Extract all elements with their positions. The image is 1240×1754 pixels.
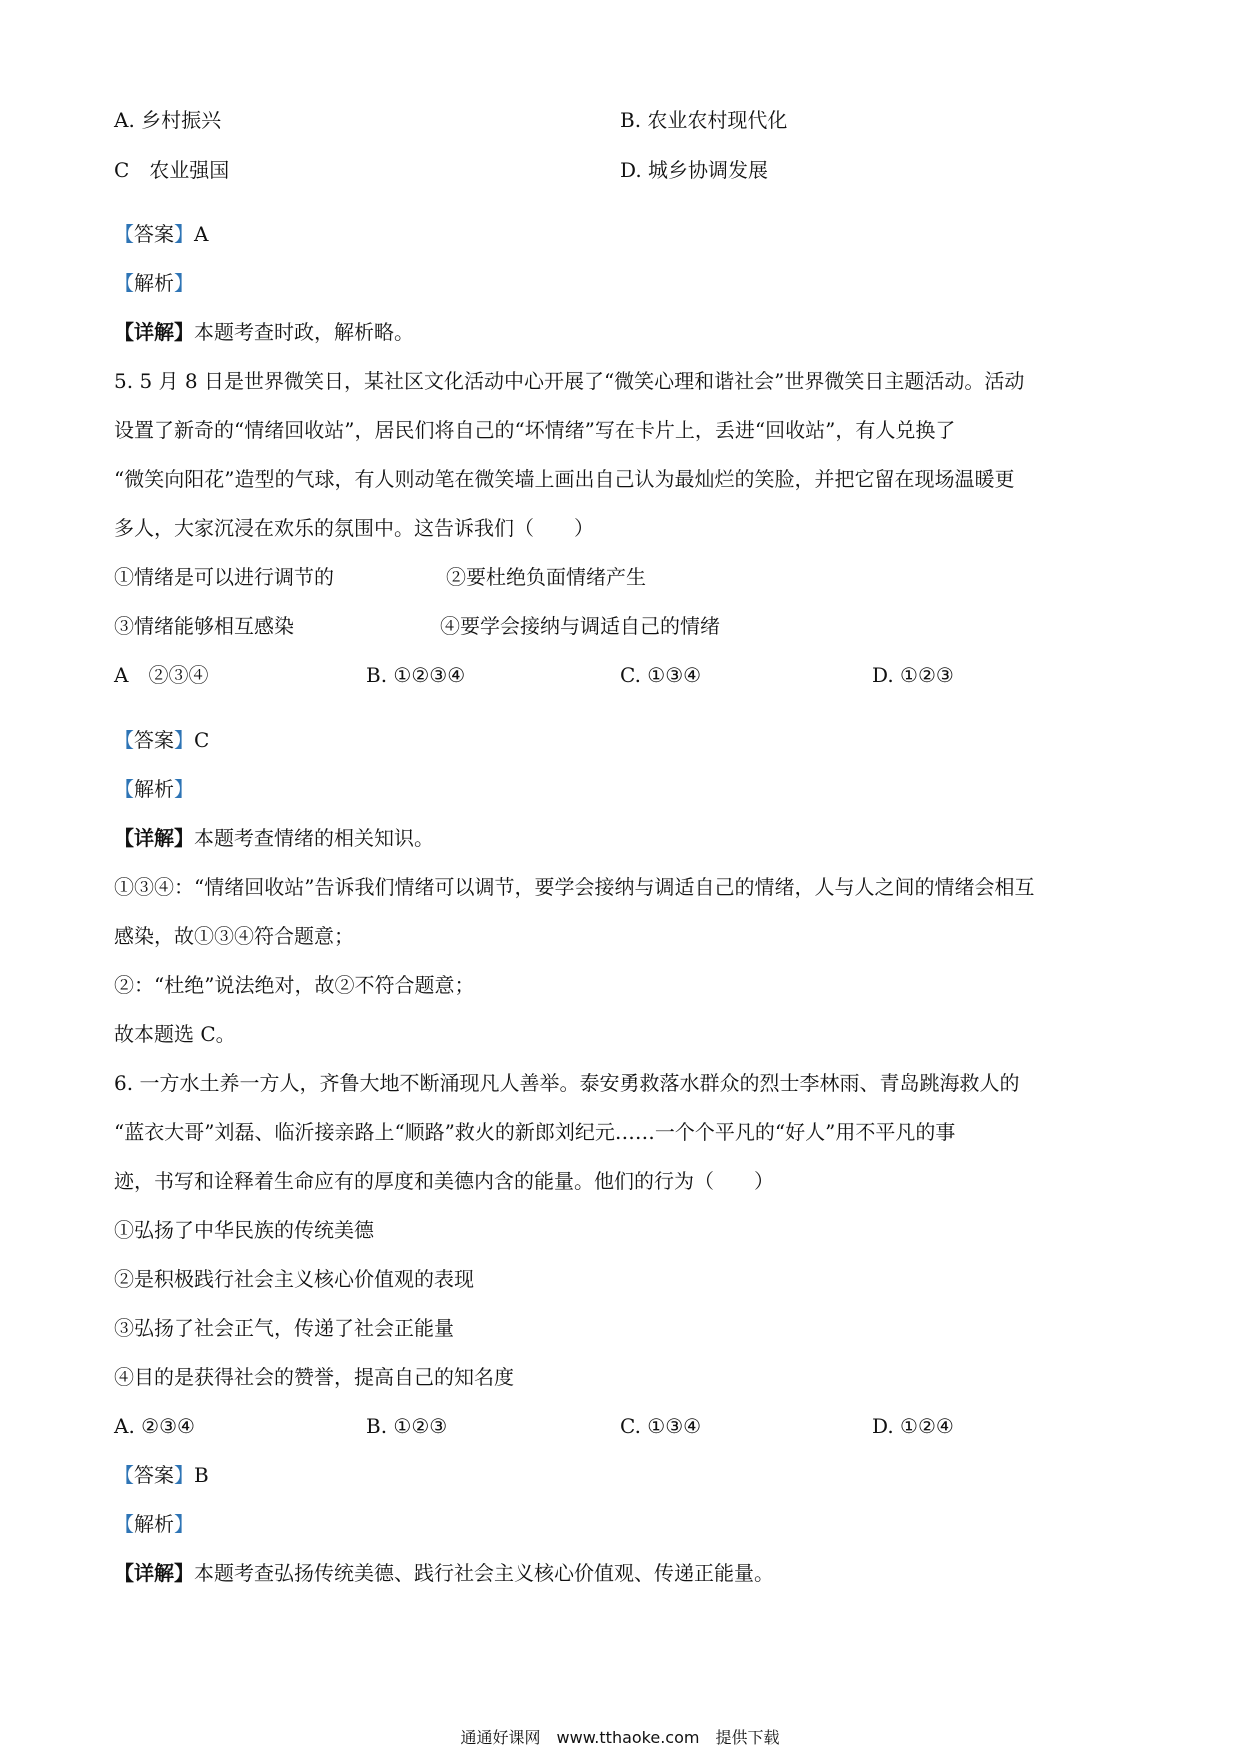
answer-value: A xyxy=(194,222,209,246)
q5-answer xyxy=(114,724,209,756)
q6-stem-line-3: 迹，书写和诠释着生命应有的厚度和美德内含的能量。他们的行为（ ） xyxy=(114,1169,774,1193)
q6-stem-line-2: “蓝衣大哥”刘磊、临沂接亲路上“顺路”救火的新郎刘纪元……一个个平凡的“好人”用不平凡的事 xyxy=(114,1120,956,1144)
answer-bracket-close: 】 xyxy=(174,728,194,752)
detail-label: 【详解】 xyxy=(114,1561,194,1585)
q5-explanation-line-2: 感染，故①③④符合题意； xyxy=(114,924,354,948)
q5-statement-1: ①情绪是可以进行调节的 xyxy=(114,565,334,589)
answer-bracket-open: 【 xyxy=(114,1463,134,1487)
q5-detail xyxy=(114,822,434,854)
q5-option-b: B. ①②③④ xyxy=(366,663,466,687)
q6-option-c: C. ①③④ xyxy=(620,1414,702,1438)
q6-option-b: B. ①②③ xyxy=(366,1414,448,1438)
q5-option-a: A ②③④ xyxy=(114,663,209,687)
analysis-bracket-open: 【 xyxy=(114,777,134,801)
detail-text: 本题考查情绪的相关知识。 xyxy=(194,826,434,850)
answer-bracket-close: 】 xyxy=(174,1463,194,1487)
q5-explanation-line-1: ①③④：“情绪回收站”告诉我们情绪可以调节，要学会接纳与调适自己的情绪，人与人之间的情绪会相互 xyxy=(114,875,1035,899)
answer-value: C xyxy=(194,728,210,752)
analysis-label: 解析 xyxy=(134,777,174,801)
detail-label: 【详解】 xyxy=(114,320,194,344)
q5-stem-line-4: 多人，大家沉浸在欢乐的氛围中。这告诉我们（ ） xyxy=(114,516,594,540)
detail-text: 本题考查时政，解析略。 xyxy=(194,320,414,344)
analysis-bracket-open: 【 xyxy=(114,1512,134,1536)
q5-stem-line-2: 设置了新奇的“情绪回收站”，居民们将自己的“坏情绪”写在卡片上，丢进“回收站”，有人兑换了 xyxy=(114,418,956,442)
detail-label: 【详解】 xyxy=(114,826,194,850)
q4-option-a: A. 乡村振兴 xyxy=(114,108,222,132)
q5-stem-line-1: 5. 5 月 8 日是世界微笑日，某社区文化活动中心开展了“微笑心理和谐社会”世界微笑日主题活动。活动 xyxy=(114,369,1025,393)
answer-bracket-close: 】 xyxy=(174,222,194,246)
q6-statement-2: ②是积极践行社会主义核心价值观的表现 xyxy=(114,1267,474,1291)
analysis-bracket-close: 】 xyxy=(174,1512,194,1536)
q5-statement-3: ③情绪能够相互感染 xyxy=(114,614,294,638)
answer-label: 答案 xyxy=(134,728,174,752)
answer-bracket-open: 【 xyxy=(114,222,134,246)
q5-option-c: C. ①③④ xyxy=(620,663,702,687)
analysis-bracket-open: 【 xyxy=(114,271,134,295)
q6-option-d: D. ①②④ xyxy=(872,1414,954,1438)
q6-analysis xyxy=(114,1508,194,1540)
analysis-bracket-close: 】 xyxy=(174,271,194,295)
q6-stem-line-1: 6. 一方水土养一方人，齐鲁大地不断涌现凡人善举。泰安勇救落水群众的烈士李林雨、青岛跳海救人的 xyxy=(114,1071,1020,1095)
q4-analysis xyxy=(114,267,194,299)
q5-option-d: D. ①②③ xyxy=(872,663,954,687)
q4-detail xyxy=(114,316,414,348)
q6-statement-4: ④目的是获得社会的赞誉，提高自己的知名度 xyxy=(114,1365,514,1389)
q4-option-b: B. 农业农村现代化 xyxy=(620,108,788,132)
q4-answer xyxy=(114,218,208,250)
q6-statement-3: ③弘扬了社会正气，传递了社会正能量 xyxy=(114,1316,454,1340)
page-footer: 通通好课网 www.tthaoke.com 提供下载 xyxy=(460,1728,780,1747)
q4-option-c: C 农业强国 xyxy=(114,158,230,182)
answer-label: 答案 xyxy=(134,1463,174,1487)
analysis-label: 解析 xyxy=(134,271,174,295)
detail-text: 本题考查弘扬传统美德、践行社会主义核心价值观、传递正能量。 xyxy=(194,1561,774,1585)
answer-bracket-open: 【 xyxy=(114,728,134,752)
q5-explanation-line-4: 故本题选 C。 xyxy=(114,1022,236,1046)
q5-analysis xyxy=(114,773,194,805)
q6-option-a: A. ②③④ xyxy=(114,1414,195,1438)
q5-explanation-line-3: ②：“杜绝”说法绝对，故②不符合题意； xyxy=(114,973,475,997)
q6-answer xyxy=(114,1459,209,1491)
answer-value: B xyxy=(194,1463,209,1487)
q5-statement-4: ④要学会接纳与调适自己的情绪 xyxy=(440,614,720,638)
analysis-bracket-close: 】 xyxy=(174,777,194,801)
q6-detail xyxy=(114,1557,774,1589)
answer-label: 答案 xyxy=(134,222,174,246)
q5-statement-2: ②要杜绝负面情绪产生 xyxy=(446,565,646,589)
q5-stem-line-3: “微笑向阳花”造型的气球，有人则动笔在微笑墙上画出自己认为最灿烂的笑脸，并把它留在现场温暖更 xyxy=(114,467,1015,491)
q6-statement-1: ①弘扬了中华民族的传统美德 xyxy=(114,1218,374,1242)
q4-option-d: D. 城乡协调发展 xyxy=(620,158,769,182)
analysis-label: 解析 xyxy=(134,1512,174,1536)
